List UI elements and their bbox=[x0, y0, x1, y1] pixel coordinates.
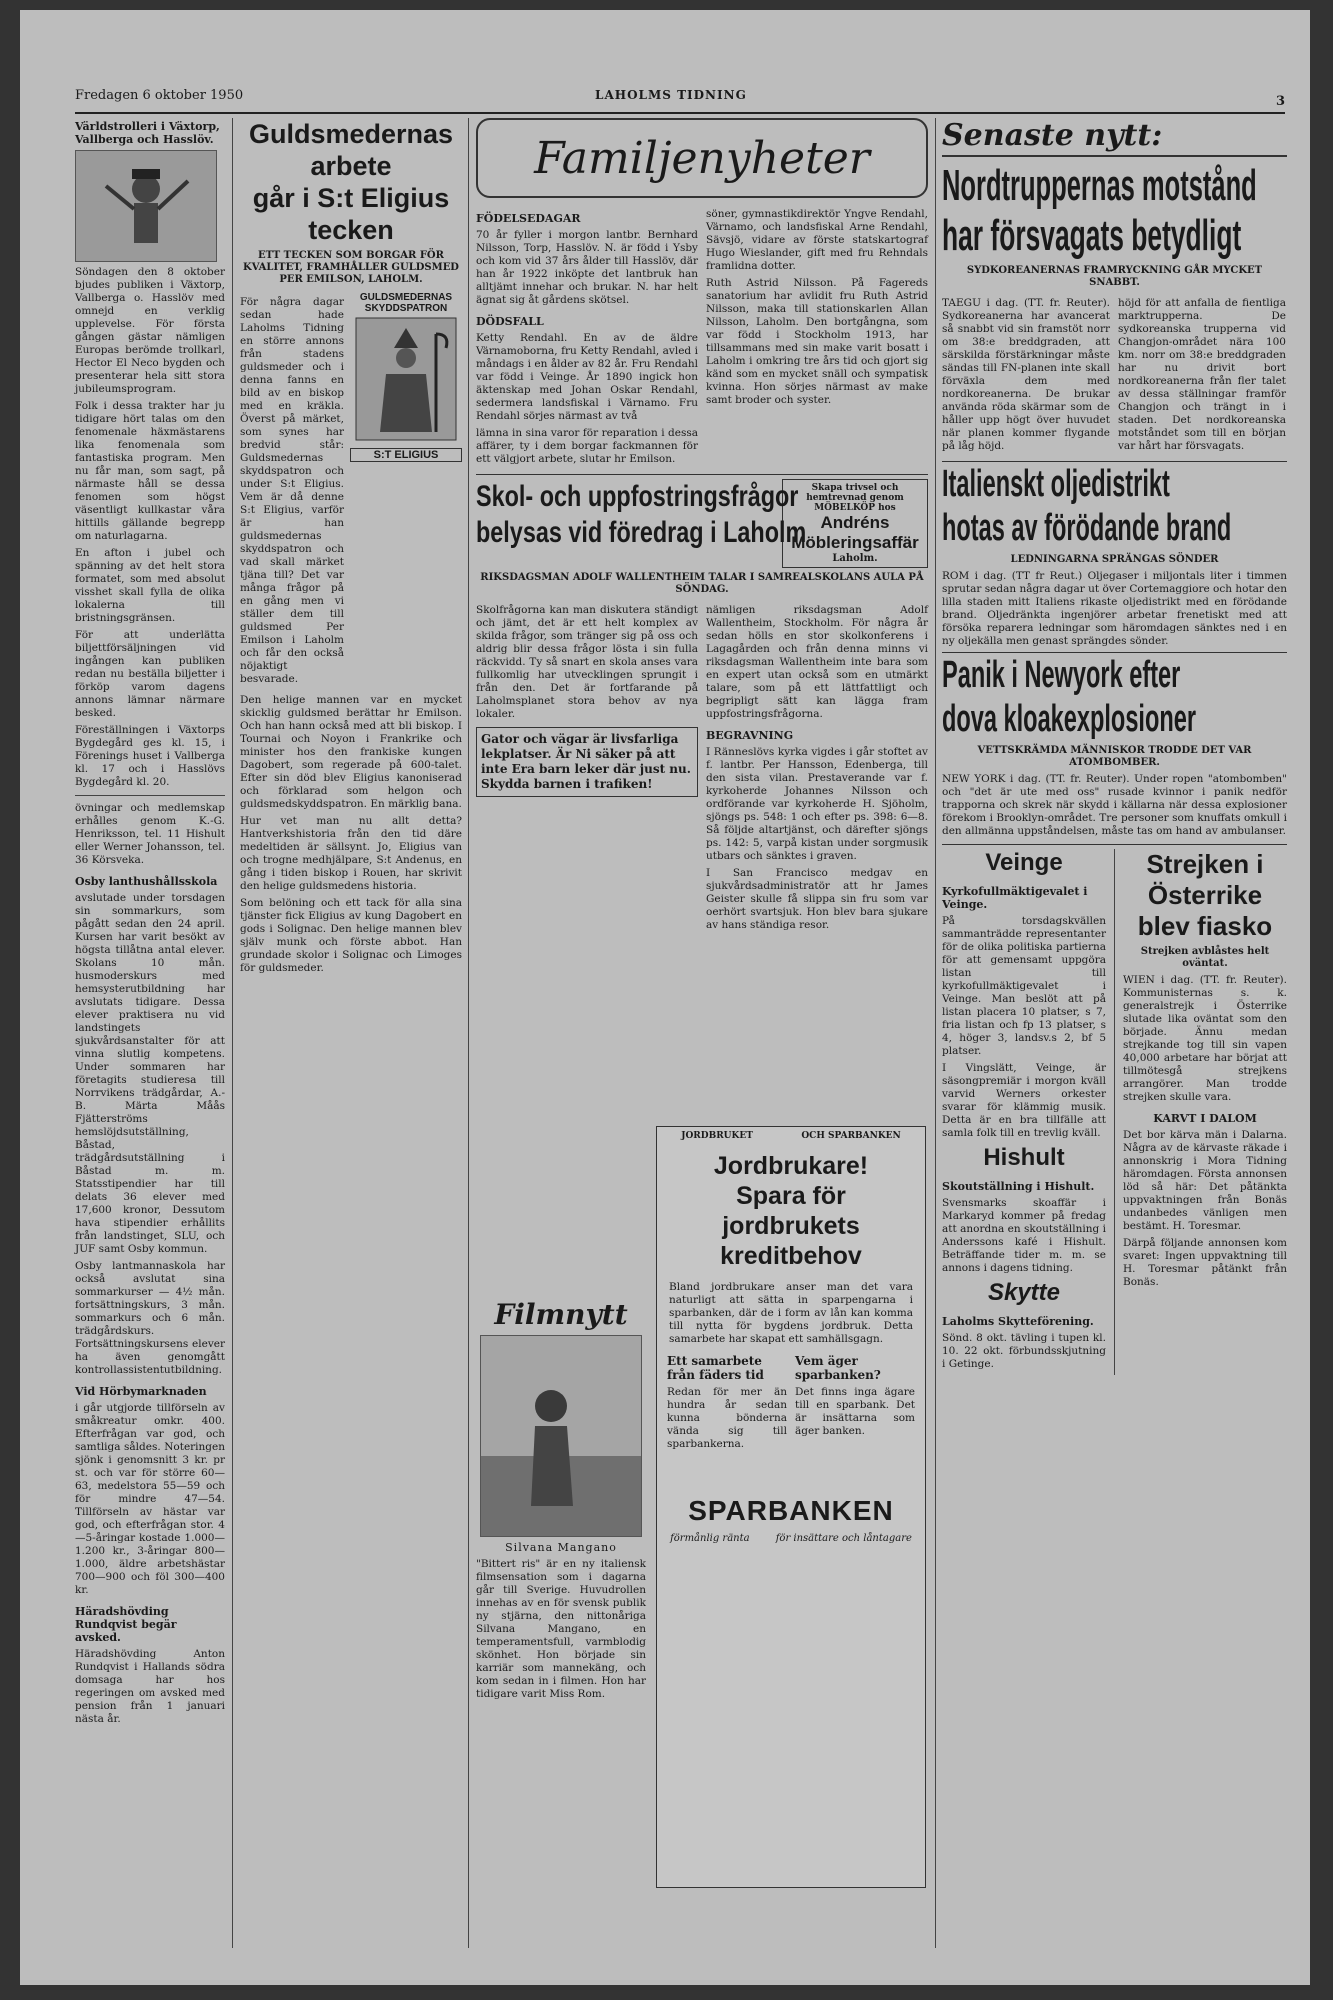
paragraph: På torsdagskvällen sammanträdde representanter för de olika politiska partierna för att gemensamt uppgöra listan till kyrkofullmäktigevalet i Veinge. Man beslöt att på listan placera 10 platser, s 7, fria listan och fp 13 platser, s 4, höger 3, landsv.s 2, bf 5 platser. bbox=[942, 915, 1106, 1057]
emblem-box bbox=[350, 292, 462, 690]
local-heading: Hishult bbox=[983, 1144, 1065, 1171]
deck: ETT TECKEN SOM BORGAR FÖR KVALITET, FRAMHÅLLER GULDSMED PER EMILSON, LAHOLM. bbox=[243, 250, 459, 285]
headline: belysas vid föredrag i Laholm bbox=[476, 516, 807, 549]
local-heading: Skytte bbox=[987, 1279, 1061, 1306]
family-news-banner: Familjenyheter bbox=[476, 118, 928, 198]
issue-date: Fredagen 6 oktober 1950 bbox=[75, 88, 244, 103]
magician-illustration bbox=[75, 150, 217, 262]
traffic-notice: Gator och vägar är livsfarliga lekplatser. Är Ni säker på att inte Era barn leker där just nu. Skydda barnen i trafiken! bbox=[476, 727, 698, 797]
paragraph: övningar och medlemskap erhålles genom K.-G. Henriksson, tel. 11 Hishult eller Werner Johansson, tel. 36 Körsveka. bbox=[75, 802, 225, 866]
column-rule bbox=[232, 118, 233, 1948]
page-header bbox=[75, 82, 1285, 114]
ad-subhead: Vem äger sparbanken? bbox=[795, 1354, 881, 1382]
headline: Panik i Newyork efter bbox=[942, 654, 1181, 696]
paragraph: I Vingslätt, Veinge, är säsongpremiär i morgon kväll varvid Werners orkester svarar för klämmig musik. Detta är en bra tillfälle att samla folk till en trevlig kväll. bbox=[942, 1062, 1106, 1139]
headline: dova kloakexplosioner bbox=[942, 698, 1197, 740]
paragraph: Ketty Rendahl. En av de äldre Värnamoborna, fru Ketty Rendahl, avled i måndags i en ålder av 82 år. Fru Rendahl var född i Veinge. År 1890 ingick hon äktenskap med Johan Oskar Rendahl, sedermera landsfiskal i Värnamo. Fru Rendahl sörjes närmast av två bbox=[476, 332, 698, 422]
headline: Guldsmedernas arbete bbox=[248, 119, 454, 181]
paragraph: Den helige mannen var en mycket skicklig guldsmed berättar hr Emilson. Och han hann också med att bli biskop. I Tournai och Noyon i Frankrike och minister hos den frankiske kungen Dagobert, som regerade på 600-talet. Efter sin död blev Eligius kanoniserad och förklarad som helgon och guldsmedskyddspatron. En märklig bana. bbox=[240, 694, 462, 810]
deck: LEDNINGARNA SPRÄNGAS SÖNDER bbox=[1010, 554, 1219, 565]
article-headline: Vid Hörbymarknaden bbox=[75, 1385, 207, 1398]
headline: går i S:t Eligius tecken bbox=[252, 183, 450, 245]
deck: Strejken avblåstes helt oväntat. bbox=[1140, 946, 1270, 969]
column-2 bbox=[240, 118, 462, 979]
ad-text: Bland jordbrukare anser man det vara naturligt att sätta in sparpengarna i sparbanken, där de i form av lån kan komma till nytta för bygdens jordbruk. Detta samarbete har skapat ett samhällsgagn. bbox=[669, 1281, 913, 1345]
article-headline: Häradshövding Rundqvist begär avsked. bbox=[75, 1605, 177, 1644]
paragraph: Det bor kärva män i Dalarna. Några av de kärvaste räkade i annonskrig i Mora Tidning häromdagen. Första annonsen löd så här: Det påtänkta uppvaktningen från Bonäs undanbedes vänligen men bestämt. H. Toresmar. bbox=[1123, 1129, 1287, 1232]
paragraph: TAEGU i dag. (TT. fr. Reuter). Sydkoreanerna har avancerat så snabbt vid sin framstöt norr om 38:e breddgraden, att särskilda förstärkningar måste sändas till FN-planen inte skall förväxla dem med nordkoreanerna. De brukar använda röda skärmar som de håller upp högt över huvudet när planen kommer flygande på låg höjd. bbox=[942, 297, 1110, 452]
divider bbox=[75, 795, 225, 796]
ad-text: Det finns inga ägare till en sparbank. Det är insättarna som äger banken. bbox=[795, 1386, 915, 1437]
paragraph: nämligen riksdagsman Adolf Wallentheim, Stockholm. För några år sedan hölls en stor skolkonferens i Lagagården och från denna minns vi riksdagsman Wallentheim inte bara som en expert utan också som en utmärkt talare, som på ett lättfattligt och begripligt sätt kan lägga fram uppfostringsfrågorna. bbox=[706, 604, 928, 720]
paragraph: avslutade under torsdagen sin sommarkurs, som pågått sedan den 24 april. Kursen har varit besökt av högsta tillåtna antal elever. Skolans 10 mån. husmoderskurs med hemsysterutbildning har avslutats tidigare. Dessa elever praktisera nu vid landstingets sjukvårdsanstalter för att vinna slutlig kompetens. Under sommaren har företagits studieresa till Norrvikens trädgårdar, A.-B. Märta Måås Fjätterströms hemslöjdsutställning, Båstad, trädgårdsutställning i Båstad m. m. Statsstipendier har till delats 36 elever med 17,600 kronor, Dessutom hava stipendier erhållits från landstinget, SLU, och JUF samt Osby kommun. bbox=[75, 892, 225, 1255]
sparbanken-ad bbox=[656, 1126, 926, 1888]
headline: Strejken i Österrike blev fiasko bbox=[1137, 849, 1273, 941]
deck: SYDKOREANERNAS FRAMRYCKNING GÅR MYCKET SNABBT. bbox=[966, 265, 1263, 288]
paragraph: Ruth Astrid Nilsson. På Fagereds sanatorium har avlidit fru Ruth Astrid Nilsson, maka till stationskarlen Allan Nilsson, Laholm. Den bortgångna, som var född i Stockholm 1913, har tillsammans med sin make varit bosatt i Laholm i omkring tre års tid och gjort sig känd som en mycket snäll och sympatisk kvinna. Hon sörjes närmast av make samt broder och syster. bbox=[706, 277, 928, 406]
ad-brand: Andréns Möbleringsaffär bbox=[791, 513, 919, 552]
column-1 bbox=[75, 118, 225, 1730]
paragraph: "Bittert ris" är en ny italiensk filmsensation som i dagarna går till Sverige. Huvudrollen innehas av en för svensk publik ny stjärna, den nittonåriga Silvana Mangano, en temperamentsfull, varmblodig skönhet. Hon började sin karriär som mannekäng, och kom sedan in i filmen. Hon har tidigare varit Miss Rom. bbox=[476, 1558, 646, 1700]
paragraph: Svensmarks skoaffär i Markaryd kommer på fredag att anordna en skoutställning i Anderssons kafé i Hishult. Beträffande tider m. m. se annons i dagens tidning. bbox=[942, 1197, 1106, 1274]
headline: har försvagats betydligt bbox=[942, 211, 1242, 260]
paper-name: LAHOLMS TIDNING bbox=[595, 88, 747, 102]
paragraph: söner, gymnastikdirektör Yngve Rendahl, Värnamo, och landsfiskal Arne Rendahl, Sävsjö, vidare av förste statskartograf Hugo Wieslander, gift med fru Rehndals framlidna dotter. bbox=[706, 208, 928, 272]
bishop-emblem-icon bbox=[350, 314, 462, 444]
paragraph: Föreställningen i Växtorps Bygdegård ges kl. 15, i Förenings huset i Vallberga kl. 17 och i Hasslövs Bygdegård kl. 20. bbox=[75, 724, 225, 788]
ad-text: Redan för mer än hundra år sedan kunna bönderna vända sig till sparbankerna. bbox=[667, 1386, 787, 1450]
paragraph: ROM i dag. (TT fr Reut.) Oljegaser i miljontals liter i timmen sprutar sedan några dagar ut över Cortemaggiore och hotar den lilla staden mitt Italiens rikaste oljedistrikt med en förödande brand. Oljedränkta ingenjörer arbetar frenetiskt med att försöka reparera ledningar som häromdagen sänktes ned i en ny oljekälla men genast sprängdes sönder. bbox=[942, 570, 1287, 647]
ad-tag: JORDBRUKET bbox=[681, 1131, 753, 1141]
local-heading: Veinge bbox=[985, 849, 1063, 876]
article-headline: Osby lanthushållsskola bbox=[75, 875, 218, 888]
article-headline: Skoutställning i Hishult. bbox=[942, 1180, 1095, 1193]
section-heading: BEGRAVNING bbox=[706, 729, 794, 742]
image-caption: Söndagen den 8 oktober bjudes publiken i Växtorp, Vallberga o. Hasslöv med omnejd en verklig upplevelse. För första gången gästar nämligen Europas berömde trollkarl, Hector El Neco bygden och presenterar hela sitt stora jubileumsprogram. bbox=[75, 266, 225, 395]
paragraph: Folk i dessa trakter har ju tidigare hört talas om den fenomenale häxmästarens lika fenomenala som fantastiska program. Men nu får man, som sagt, på närmaste håll se dessa fenomen som högst väsentligt kullkastar våra hittills gällande begrepp om naturlagarna. bbox=[75, 400, 225, 542]
newspaper-page bbox=[20, 10, 1310, 1985]
emblem-title: GULDSMEDERNAS SKYDDSPATRON bbox=[359, 292, 453, 314]
headline: Skol- och uppfostringsfrågor bbox=[476, 480, 799, 513]
deck: RIKSDAGSMAN ADOLF WALLENTHEIM TALAR I SAMREALSKOLANS AULA PÅ SÖNDAG. bbox=[480, 572, 924, 595]
paragraph: En afton i jubel och spänning av det helt stora formatet, som med absolut visshet skall fylla de olika lokalerna till bristningsgränsen. bbox=[75, 547, 225, 624]
paragraph: höjd för att anfalla de fientliga marktrupperna. De sydkoreanska trupperna vid Changjon-området nära 100 km. norr om 38:e breddgraden har nu drivit bort nordkoreanerna från fler talet av dessa ställningar framför Changjon och trängt in i staden. Det nordkoreanska motståndet som till en början var hårt har försvagats. bbox=[1118, 297, 1286, 452]
ad-text: Skapa trivsel och hemtrevnad genom MÖBELKÖP hos bbox=[806, 483, 904, 513]
headline: Italienskt oljedistrikt bbox=[942, 463, 1170, 505]
paragraph: I San Francisco medgav en sjukvårdsadministratör att hr James Geister skulle få slippa sin fru som var oerhört svartsjuk. Hon blev bara sjukare av hans ständiga resor. bbox=[706, 867, 928, 931]
film-section bbox=[476, 1298, 646, 1705]
paragraph: i går utgjorde tillförseln av småkreatur omkr. 400. Efterfrågan var god, och samtliga såldes. Noteringen sjönk i genomsnitt 3 kr. pr st. och var för större 60—63, medelstora 55—59 och för mindre 47—54. Tillförseln av hästar var god, och efterfrågan stor. 4—5-åringar kostade 1.000—1.200 kr., 3-åringar 800—1.000, äldre arbetshästar 700—900 och föl 300—400 kr. bbox=[75, 1402, 225, 1596]
bank-brand: SPARBANKEN bbox=[688, 1495, 894, 1526]
ad-title: Jordbrukare! Spara för jordbrukets kreditbehov bbox=[713, 1152, 869, 1270]
paragraph: Osby lantmannaskola har också avslutat sina sommarkurser — 4½ mån. fortsättningskurs, 3 mån. sommarkurs och 6 mån. trädgårdskurs. Fortsättningskursens elever ha även genomgått kontrollassistentutbildning. bbox=[75, 1260, 225, 1376]
article-headline: Världstrolleri i Växtorp, Vallberga och Hasslöv. bbox=[75, 120, 220, 146]
headline: Nordtruppernas motstånd bbox=[942, 161, 1257, 210]
ad-subhead: Ett samarbete från fäders tid bbox=[667, 1354, 764, 1382]
ad-slogan: förmånlig ränta bbox=[670, 1533, 750, 1544]
paragraph: 70 år fyller i morgon lantbr. Bernhard Nilsson, Torp, Hasslöv. N. är född i Ysby och kom vid 37 års ålder till Hasslöv, där han år 1922 inköpte det lantbruk han alltjämt innehar och brukar. N. har helt ägnat sig åt gårdens skötsel. bbox=[476, 229, 698, 306]
latest-news-kicker: Senaste nytt: bbox=[942, 118, 1287, 157]
paragraph: Häradshövding Anton Rundqvist i Hallands södra domsaga har hos regeringen om avsked med pension från 1 januari nästa år. bbox=[75, 1648, 225, 1725]
paragraph: Hur vet man nu allt detta? Hantverkshistoria från den tid däre medeltiden är sällsynt. Jo, Eligius van och trogne medhjälpare, S:t Andenus, en gång i tiden biskop i Rouen, har skrivit den helige guldsmedens historia. bbox=[240, 815, 462, 892]
deck: VETTSKRÄMDA MÄNNISKOR TRODDE DET VAR ATOMBOMBER. bbox=[977, 745, 1252, 768]
paragraph: I Ränneslövs kyrka vigdes i går stoftet av f. lantbr. Per Hansson, Edenberga, till den sista vilan. Prestaverande var f. kyrkoherde Johannes Nilsson och ordförande var kyrkoherde H. Sjöholm, sjöngs ps. 548: 1 och efter ps. 398: 6—8. Så följde altartjänst, och därefter sjöngs ps. 142: 5, varpå kistan under sorgmusik utbars och sänktes i graven. bbox=[706, 746, 928, 862]
paragraph: WIEN i dag. (TT. fr. Reuter). Kommunisternas s. k. generalstrejk i Österrike slutade lika oväntat som den började. Ännu medan strejkande tog till sin vapen 40,000 arbetare har börjat att tillmötesgå strejkens arrangörer. Man trodde strejken skulle vara. bbox=[1123, 974, 1287, 1103]
column-rule bbox=[468, 118, 469, 1948]
ad-slogan: för insättare och låntagare bbox=[775, 1533, 912, 1544]
ad-tag: OCH SPARBANKEN bbox=[801, 1131, 901, 1141]
article-headline: Kyrkofullmäktigevalet i Veinge. bbox=[942, 885, 1088, 911]
section-heading: FÖDELSEDAGAR bbox=[476, 212, 581, 225]
paragraph: För några dagar sedan hade Laholms Tidning en större annons från stadens guldsmeder och i denna fanns en bild av en biskop med en kräkla. Överst på märket, som synes har bredvid står: Guldsmedernas skyddspatron och under S:t Eligius. Vem är då denne S:t Eligius, varför är han guldsmedernas skyddspatron och vad skall märket tjäna till? Det var många frågor på en gång men vi ställer dem till guldsmed Per Emilson i Laholm och får den också nöjaktigt besvarade. bbox=[240, 296, 344, 685]
column-3 bbox=[476, 118, 928, 1700]
column-rule bbox=[935, 118, 936, 1948]
paragraph: lämna in sina varor för reparation i dessa affärer, ty i dem borgar fackmannen för ett välgjort arbete, slutar hr Emilson. bbox=[476, 427, 698, 465]
article-headline: KARVT I DALOM bbox=[1153, 1112, 1257, 1125]
ad-city: Laholm. bbox=[832, 553, 878, 564]
page-number: 3 bbox=[1275, 94, 1285, 109]
film-caption: Silvana Mangano bbox=[505, 1541, 617, 1554]
paragraph: NEW YORK i dag. (TT. fr. Reuter). Under ropen "atombomben" och "det är ute med oss" rusade kvinnor i panik nedför trapporna och skrek när skydd i källarna när dessa explosioner förekom i Brooklyn-området. Tre personer som knuffats omkull i den allmänna uppståndelsen, måste tas om hand av ambulanser. bbox=[942, 773, 1287, 837]
headline: hotas av förödande brand bbox=[942, 507, 1232, 549]
emblem-label: S:T ELIGIUS bbox=[350, 448, 462, 462]
paragraph: Därpå följande annonsen kom svaret: Ingen uppvaktning till H. Toresmar påtänkt från Bonäs. bbox=[1123, 1237, 1287, 1288]
paragraph: Sönd. 8 okt. tävling i tupen kl. 10. 22 okt. förbundsskjutning i Getinge. bbox=[942, 1332, 1106, 1370]
paragraph: Skolfrågorna kan man diskutera ständigt och jämt, det är ett helt komplex av skilda frågor, som tränger sig på oss och aldrig blir dessa frågor lösta i sin fulla räckvidd. Ty så snart en skola anses vara fullkomlig har utvecklingen sprungit i från den. Det är fortfarande på Laholmsplanet stora behov av nya lokaler. bbox=[476, 604, 698, 720]
section-heading: DÖDSFALL bbox=[476, 315, 544, 328]
paragraph: Som belöning och ett tack för alla sina tjänster fick Eligius av kung Dagobert en gods i Solignac. Den helige mannen blev själv munk och förste abbot. Han grundade skolor i Solignac och Limoges för guldsmeder. bbox=[240, 897, 462, 974]
column-4 bbox=[942, 118, 1287, 1375]
article-headline: Laholms Skytteförening. bbox=[942, 1315, 1094, 1328]
film-photo bbox=[480, 1335, 642, 1537]
paragraph: För att underlätta biljettförsäljningen vid ingången kan publiken redan nu beställa biljetter i förköp varom dagens annons lämnar närmare besked. bbox=[75, 629, 225, 719]
film-heading: Filmnytt bbox=[494, 1298, 628, 1331]
